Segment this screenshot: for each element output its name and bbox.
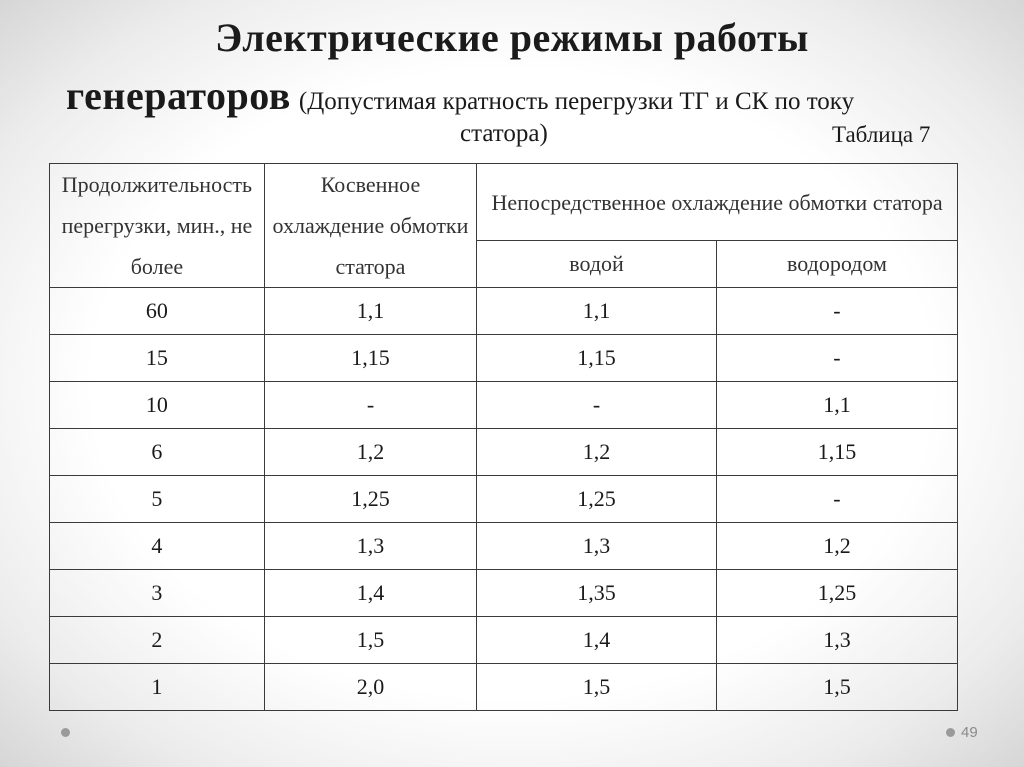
slide-subtitle-end: статора) [460, 120, 548, 147]
table-cell-duration: 3 [50, 570, 265, 617]
table-cell-water: 1,3 [477, 523, 717, 570]
table-cell-indirect: 1,1 [264, 288, 476, 335]
slide-subtitle: (Допустимая кратность перегрузки ТГ и СК по току [298, 88, 855, 115]
table-cell-water: 1,5 [477, 664, 717, 711]
table-cell-hydrogen: - [716, 288, 957, 335]
table-cell-water: 1,4 [477, 617, 717, 664]
table-body [50, 288, 958, 711]
table-cell-duration: 6 [50, 429, 265, 476]
table-cell-duration: 15 [50, 335, 265, 382]
header-water: водой [477, 241, 717, 288]
table-row [50, 382, 958, 429]
table-cell-hydrogen: 1,1 [716, 382, 957, 429]
table-cell-indirect: 1,2 [264, 429, 476, 476]
table-row [50, 523, 958, 570]
header-direct-cooling: Непосредственное охлаждение обмотки статора [477, 164, 958, 241]
table-cell-hydrogen: 1,25 [716, 570, 957, 617]
table-row [50, 429, 958, 476]
table-row [50, 664, 958, 711]
table-cell-water: 1,25 [477, 476, 717, 523]
table-cell-indirect: 1,4 [264, 570, 476, 617]
table-header-row [50, 164, 958, 241]
table-cell-hydrogen: - [716, 335, 957, 382]
table-cell-duration: 1 [50, 664, 265, 711]
table-cell-indirect: 1,15 [264, 335, 476, 382]
table-cell-hydrogen: 1,2 [716, 523, 957, 570]
table-cell-duration: 2 [50, 617, 265, 664]
table-cell-duration: 10 [50, 382, 265, 429]
table-cell-duration: 4 [50, 523, 265, 570]
table-row [50, 617, 958, 664]
header-hydrogen: водородом [716, 241, 957, 288]
table-cell-hydrogen: 1,15 [716, 429, 957, 476]
table-cell-hydrogen: - [716, 476, 957, 523]
next-slide-dot-icon[interactable] [946, 728, 955, 737]
table-row [50, 476, 958, 523]
table-cell-indirect: - [264, 382, 476, 429]
table-label: Таблица 7 [832, 122, 931, 147]
table-cell-water: 1,35 [477, 570, 717, 617]
table-cell-hydrogen: 1,5 [716, 664, 957, 711]
table-cell-water: 1,15 [477, 335, 717, 382]
header-indirect-cooling: Косвенное охлаждение обмотки статора [264, 164, 476, 288]
table-cell-indirect: 1,5 [264, 617, 476, 664]
table-cell-indirect: 2,0 [264, 664, 476, 711]
data-table [49, 163, 958, 711]
page-number: 49 [961, 724, 978, 741]
table-cell-hydrogen: 1,3 [716, 617, 957, 664]
table-row [50, 335, 958, 382]
slide-title: Электрические режимы работы [215, 15, 809, 60]
slide-title-bold: генераторов [66, 73, 291, 118]
table-cell-indirect: 1,3 [264, 523, 476, 570]
table-cell-water: 1,1 [477, 288, 717, 335]
table-cell-water: 1,2 [477, 429, 717, 476]
table-row [50, 288, 958, 335]
prev-slide-dot-icon[interactable] [61, 728, 70, 737]
table-cell-duration: 5 [50, 476, 265, 523]
table-row [50, 570, 958, 617]
slide-title-line2 [66, 72, 854, 119]
header-duration: Продолжительность перегрузки, мин., не более [50, 164, 265, 288]
table-cell-indirect: 1,25 [264, 476, 476, 523]
table-cell-duration: 60 [50, 288, 265, 335]
table-cell-water: - [477, 382, 717, 429]
